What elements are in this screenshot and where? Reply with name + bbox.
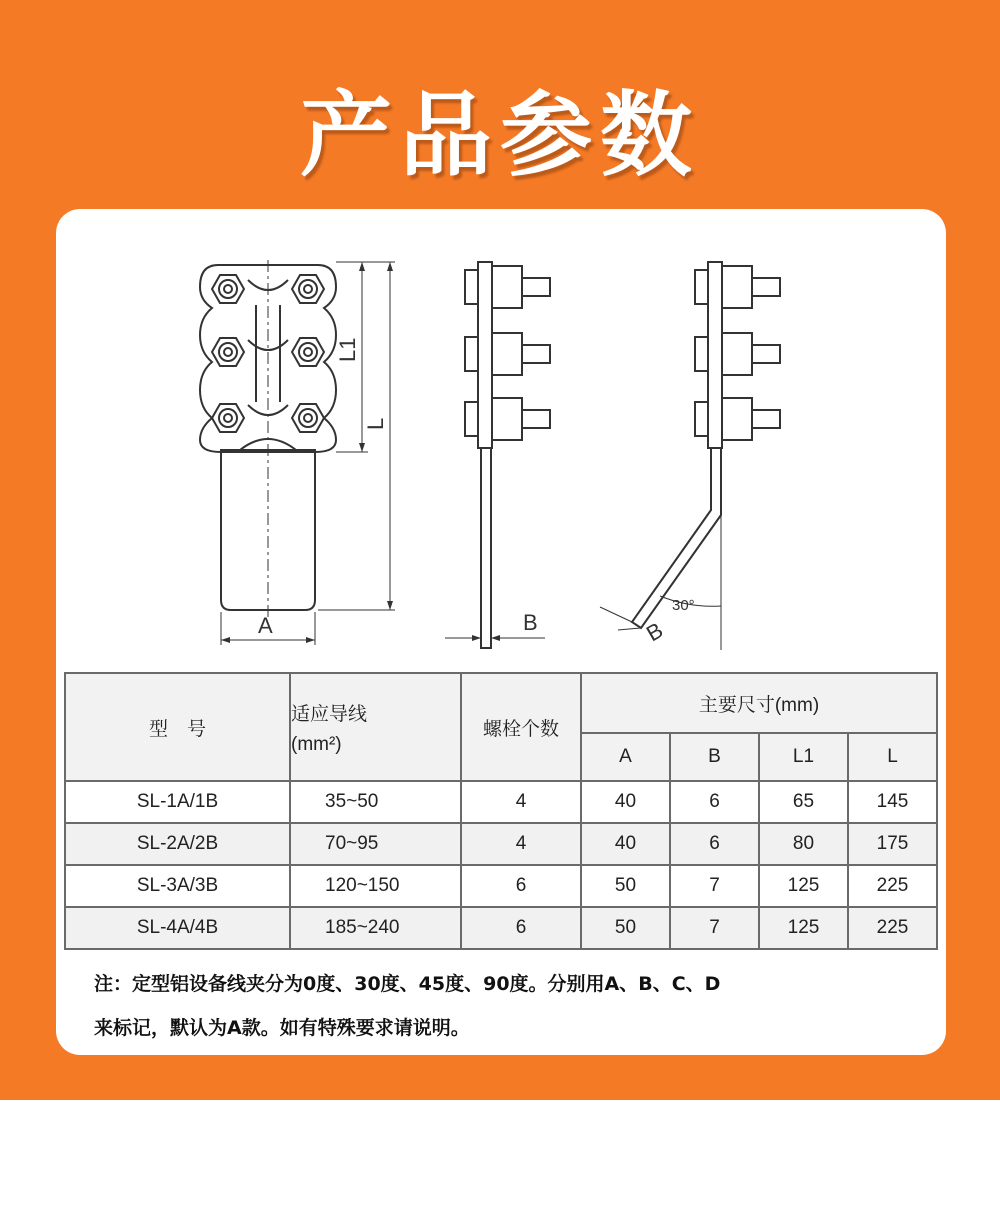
table-row bbox=[65, 865, 937, 907]
cell-B: 7 bbox=[670, 907, 759, 949]
cell-bolts: 4 bbox=[461, 823, 581, 865]
note-line-1: 注：定型铝设备线夹分为0度、30度、45度、90度。分别用A、B、C、D bbox=[94, 973, 721, 995]
table-row bbox=[65, 823, 937, 865]
side-view-angled bbox=[600, 262, 780, 650]
cell-L1: 65 bbox=[759, 781, 848, 823]
header-L: L bbox=[848, 733, 937, 781]
table-row bbox=[65, 907, 937, 949]
header-dims: 主要尺寸(mm) bbox=[581, 673, 937, 733]
cell-L1: 125 bbox=[759, 907, 848, 949]
cell-wire: 185~240 bbox=[290, 907, 461, 949]
cell-bolts: 6 bbox=[461, 865, 581, 907]
cell-B: 7 bbox=[670, 865, 759, 907]
header-A: A bbox=[581, 733, 670, 781]
dim-label-B-angled: B bbox=[642, 617, 668, 647]
cell-A: 40 bbox=[581, 823, 670, 865]
front-view bbox=[200, 260, 395, 645]
header-bolts: 螺栓个数 bbox=[461, 673, 581, 781]
cell-L: 225 bbox=[848, 865, 937, 907]
cell-L1: 80 bbox=[759, 823, 848, 865]
spec-table bbox=[64, 672, 938, 950]
page-title: 产品参数 bbox=[299, 82, 700, 189]
dim-label-B-side: B bbox=[523, 610, 538, 635]
header-B: B bbox=[670, 733, 759, 781]
header-wire-line2: (mm²) bbox=[291, 733, 342, 755]
angle-label: 30° bbox=[672, 597, 695, 614]
cell-B: 6 bbox=[670, 781, 759, 823]
header-model: 型 号 bbox=[65, 673, 290, 781]
cell-wire: 120~150 bbox=[290, 865, 461, 907]
header-L1: L1 bbox=[759, 733, 848, 781]
cell-L: 175 bbox=[848, 823, 937, 865]
cell-B: 6 bbox=[670, 823, 759, 865]
cell-L: 145 bbox=[848, 781, 937, 823]
header-wire bbox=[290, 673, 461, 781]
cell-model: SL-1A/1B bbox=[65, 781, 290, 823]
cell-L: 225 bbox=[848, 907, 937, 949]
note-text bbox=[94, 962, 924, 1050]
cell-L1: 125 bbox=[759, 865, 848, 907]
dim-label-L1: L1 bbox=[335, 337, 360, 362]
cell-wire: 35~50 bbox=[290, 781, 461, 823]
side-view-straight bbox=[445, 262, 550, 648]
dim-label-L: L bbox=[363, 417, 388, 430]
cell-A: 40 bbox=[581, 781, 670, 823]
cell-model: SL-4A/4B bbox=[65, 907, 290, 949]
table-row bbox=[65, 781, 937, 823]
note-line-2: 来标记，默认为A款。如有特殊要求请说明。 bbox=[94, 1017, 470, 1039]
dim-label-A: A bbox=[258, 613, 273, 638]
cell-A: 50 bbox=[581, 907, 670, 949]
cell-model: SL-2A/2B bbox=[65, 823, 290, 865]
cell-bolts: 6 bbox=[461, 907, 581, 949]
cell-bolts: 4 bbox=[461, 781, 581, 823]
header-wire-line1: 适应导线 bbox=[291, 703, 368, 725]
cell-wire: 70~95 bbox=[290, 823, 461, 865]
cell-model: SL-3A/3B bbox=[65, 865, 290, 907]
cell-A: 50 bbox=[581, 865, 670, 907]
